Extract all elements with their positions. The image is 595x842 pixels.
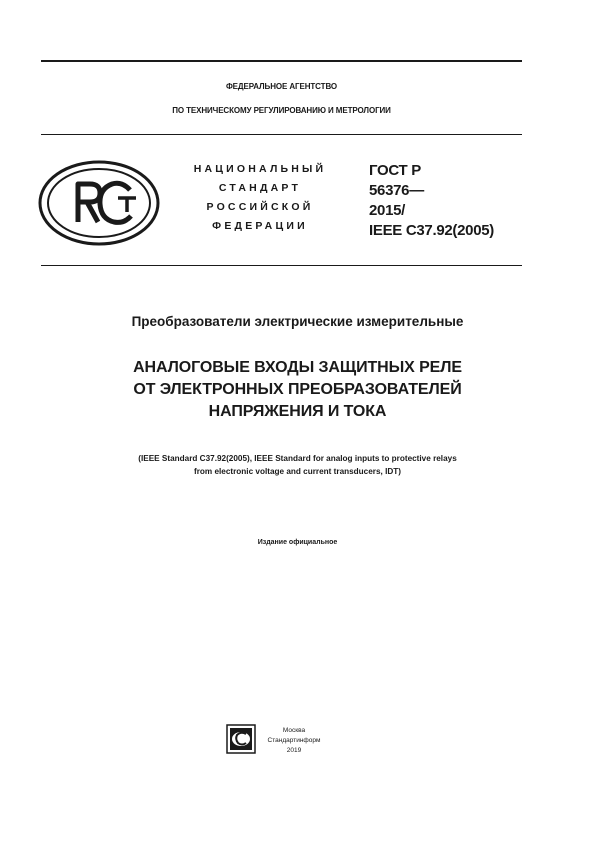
publisher-year: 2019 (286, 747, 302, 754)
standartinform-logo-icon (226, 724, 256, 754)
ieee-reference-line-2: from electronic voltage and current transducers, IDT) (193, 467, 401, 476)
standard-type-line-2: СТАНДАРТ (218, 182, 302, 194)
mid-rule (41, 265, 522, 266)
gost-number-line-4: IEEE C37.92(2005) (369, 222, 494, 239)
main-title-line-3: НАПРЯЖЕНИЯ И ТОКА (208, 403, 387, 420)
main-title-line-2: ОТ ЭЛЕКТРОННЫХ ПРЕОБРАЗОВАТЕЛЕЙ (133, 381, 462, 398)
publisher-city: Москва (282, 727, 306, 734)
top-rule (41, 60, 522, 62)
gost-number-line-2: 56376— (369, 182, 424, 199)
header-rule (41, 134, 522, 135)
main-title-line-1: АНАЛОГОВЫЕ ВХОДЫ ЗАЩИТНЫХ РЕЛЕ (133, 359, 462, 376)
standard-type-line-1: НАЦИОНАЛЬНЫЙ (193, 163, 327, 175)
document-subtitle: Преобразователи электрические измерительные (131, 314, 464, 329)
publisher-name: Стандартинформ (267, 737, 321, 744)
gost-number-line-3: 2015/ (369, 202, 406, 219)
edition-label: Издание официальное (257, 539, 338, 546)
agency-line-1: ФЕДЕРАЛЬНОЕ АГЕНТСТВО (225, 82, 338, 91)
standard-type-line-3: РОССИЙСКОЙ (206, 201, 314, 213)
rst-certification-mark-icon (38, 160, 160, 246)
agency-line-2: ПО ТЕХНИЧЕСКОМУ РЕГУЛИРОВАНИЮ И МЕТРОЛОГИИ (172, 106, 391, 115)
ieee-reference-line-1: (IEEE Standard C37.92(2005), IEEE Standard for analog inputs to protective relays (138, 454, 457, 463)
gost-number-line-1: ГОСТ Р (369, 162, 421, 179)
standard-type-line-4: ФЕДЕРАЦИИ (212, 220, 308, 232)
